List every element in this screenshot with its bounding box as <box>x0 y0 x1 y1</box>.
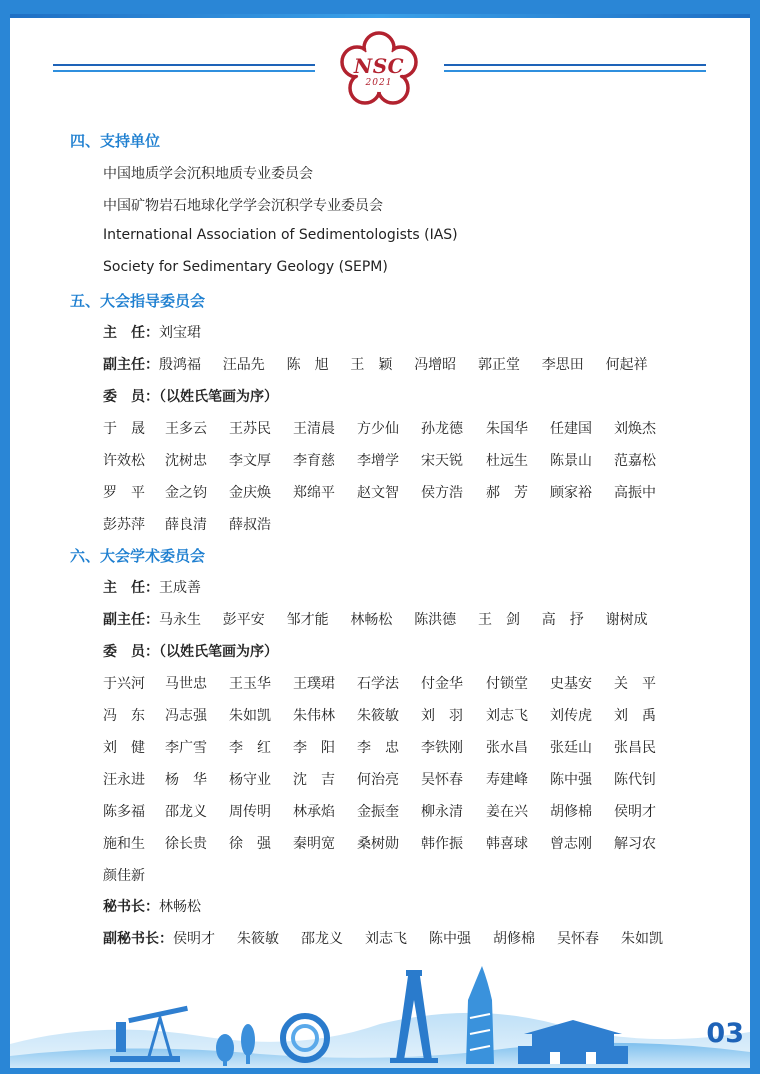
person-name: 柳永清 <box>421 804 463 820</box>
person-name: 杨 华 <box>165 772 207 788</box>
director-name: 刘宝珺 <box>159 325 201 341</box>
secretary-name: 林畅松 <box>159 899 201 915</box>
director-label: 主 任： <box>103 580 159 596</box>
person-name: 汪品先 <box>222 357 265 373</box>
person-name: 胡修棉 <box>493 931 535 947</box>
secretary-label: 秘书长： <box>103 899 159 915</box>
person-name: 寿建峰 <box>486 772 528 788</box>
person-name: 周传明 <box>229 804 271 820</box>
person-name: 朱如凯 <box>229 708 271 724</box>
vice-secretary-label: 副秘书长： <box>103 931 173 947</box>
person-name: 陈代钊 <box>614 772 656 788</box>
person-name: 陈中强 <box>550 772 592 788</box>
person-name: 范嘉松 <box>614 453 656 469</box>
person-name: 金振奎 <box>357 804 399 820</box>
person-name: 何治亮 <box>357 772 399 788</box>
person-name: 刘志飞 <box>486 708 528 724</box>
person-name: 彭平安 <box>222 612 265 628</box>
deputy-label: 副主任： <box>103 612 159 628</box>
person-name: 陈中强 <box>429 931 471 947</box>
person-name: 郭正堂 <box>478 357 520 373</box>
supporter-line: 中国矿物岩石地球化学学会沉积学专业委员会 <box>103 198 383 214</box>
director-name: 王成善 <box>159 580 201 596</box>
person-name: 李育慈 <box>293 453 335 469</box>
person-name: 彭苏萍 <box>103 517 145 533</box>
person-name: 胡修棉 <box>550 804 592 820</box>
person-name: 施和生 <box>103 836 145 852</box>
person-name: 王清晨 <box>293 421 335 437</box>
person-name: 顾家裕 <box>550 485 592 501</box>
person-name: 徐 强 <box>229 836 271 852</box>
person-name: 冯增昭 <box>414 357 457 373</box>
person-name: 邹才能 <box>286 612 329 628</box>
logo-text: NSC <box>353 54 405 78</box>
person-name: 朱国华 <box>486 421 528 437</box>
person-name: 李增学 <box>357 453 399 469</box>
members-label: 委 员：（以姓氏笔画为序） <box>103 644 278 660</box>
person-name: 郝 芳 <box>486 485 528 501</box>
person-name: 李 忠 <box>357 740 399 756</box>
person-name: 付锁堂 <box>486 676 528 692</box>
section-title-support: 四、支持单位 <box>70 132 161 150</box>
deputy-label: 副主任： <box>103 357 159 373</box>
person-name: 陈 旭 <box>286 357 329 373</box>
person-name: 于兴河 <box>103 676 145 692</box>
person-name: 谢树成 <box>605 612 648 628</box>
person-name: 张廷山 <box>550 740 592 756</box>
director-line <box>103 322 201 342</box>
supporter-line: 中国地质学会沉积地质专业委员会 <box>103 166 313 182</box>
person-name: 方少仙 <box>357 421 399 437</box>
person-name: 李思田 <box>541 357 584 373</box>
person-name: 殷鸿福 <box>159 357 201 373</box>
person-name: 史基安 <box>550 676 592 692</box>
person-name: 邵龙义 <box>301 931 343 947</box>
person-name: 曾志刚 <box>550 836 592 852</box>
person-name: 颜佳新 <box>103 868 145 884</box>
person-name: 王璞珺 <box>293 676 335 692</box>
supporter-line: Society for Sedimentary Geology (SEPM) <box>103 259 388 275</box>
members-label: 委 员：（以姓氏笔画为序） <box>103 389 278 405</box>
person-name: 侯明才 <box>614 804 656 820</box>
person-name: 赵文智 <box>357 485 399 501</box>
person-name: 郑绵平 <box>293 485 335 501</box>
person-name: 解习农 <box>614 836 656 852</box>
person-name: 马永生 <box>159 612 201 628</box>
person-name: 林畅松 <box>350 612 393 628</box>
person-name: 刘传虎 <box>550 708 592 724</box>
person-name: 朱伟林 <box>293 708 335 724</box>
person-name: 许效松 <box>103 453 145 469</box>
person-name: 桑树勋 <box>357 836 399 852</box>
person-name: 刘 羽 <box>421 708 463 724</box>
person-name: 李广雪 <box>165 740 207 756</box>
person-name: 徐长贵 <box>165 836 207 852</box>
person-name: 宋天锐 <box>421 453 463 469</box>
person-name: 陈洪德 <box>414 612 457 628</box>
supporter-line: International Association of Sedimentologists (IAS) <box>103 227 458 243</box>
person-name: 马世忠 <box>165 676 207 692</box>
person-name: 关 平 <box>614 676 656 692</box>
person-name: 沈树忠 <box>165 453 207 469</box>
section-title-steering: 五、大会指导委员会 <box>70 292 206 310</box>
person-name: 王 颖 <box>350 357 393 373</box>
person-name: 罗 平 <box>103 485 145 501</box>
person-name: 刘志飞 <box>365 931 407 947</box>
person-name: 杨守业 <box>229 772 271 788</box>
person-name: 李文厚 <box>229 453 271 469</box>
secretary-line <box>103 896 201 916</box>
person-name: 石学法 <box>357 676 399 692</box>
person-name: 冯 东 <box>103 708 145 724</box>
person-name: 侯明才 <box>173 931 215 947</box>
person-name: 王多云 <box>165 421 207 437</box>
logo-year: 2021 <box>365 78 393 88</box>
person-name: 韩喜球 <box>486 836 528 852</box>
person-name: 邵龙义 <box>165 804 207 820</box>
person-name: 朱如凯 <box>621 931 663 947</box>
person-name: 陈多福 <box>103 804 145 820</box>
person-name: 陈景山 <box>550 453 592 469</box>
person-name: 张昌民 <box>614 740 656 756</box>
header-rule-left <box>53 64 315 76</box>
person-name: 刘 健 <box>103 740 145 756</box>
person-name: 金庆焕 <box>229 485 271 501</box>
person-name: 李铁刚 <box>421 740 463 756</box>
person-name: 王玉华 <box>229 676 271 692</box>
person-name: 高振中 <box>614 485 656 501</box>
person-name: 刘焕杰 <box>614 421 656 437</box>
person-name: 秦明宽 <box>293 836 335 852</box>
city-skyline-illustration <box>10 960 750 1068</box>
twisted-skyscraper-icon <box>466 966 494 1064</box>
person-name: 姜在兴 <box>486 804 528 820</box>
header-rule-right <box>444 64 706 76</box>
person-name: 李 红 <box>229 740 271 756</box>
person-name: 李 阳 <box>293 740 335 756</box>
person-name: 刘 禹 <box>614 708 656 724</box>
person-name: 薛叔浩 <box>229 517 271 533</box>
person-name: 韩作振 <box>421 836 463 852</box>
person-name: 孙龙德 <box>421 421 463 437</box>
director-label: 主 任： <box>103 325 159 341</box>
person-name: 朱筱敏 <box>237 931 279 947</box>
person-name: 任建国 <box>550 421 592 437</box>
person-name: 沈 吉 <box>293 772 335 788</box>
person-name: 杜远生 <box>486 453 528 469</box>
person-name: 汪永进 <box>103 772 145 788</box>
page-number: 03 <box>706 1018 744 1049</box>
person-name: 薛良清 <box>165 517 207 533</box>
person-name: 金之钧 <box>165 485 207 501</box>
section-title-academic: 六、大会学术委员会 <box>70 547 206 565</box>
nsc-logo <box>339 30 419 106</box>
director-line <box>103 577 201 597</box>
person-name: 高 抒 <box>541 612 584 628</box>
person-name: 于 晟 <box>103 421 145 437</box>
person-name: 冯志强 <box>165 708 207 724</box>
person-name: 侯方浩 <box>421 485 463 501</box>
person-name: 张水昌 <box>486 740 528 756</box>
person-name: 朱筱敏 <box>357 708 399 724</box>
person-name: 付金华 <box>421 676 463 692</box>
person-name: 王苏民 <box>229 421 271 437</box>
person-name: 林承焰 <box>293 804 335 820</box>
person-name: 何起祥 <box>605 357 648 373</box>
person-name: 吴怀春 <box>557 931 599 947</box>
person-name: 王 剑 <box>478 612 520 628</box>
person-name: 吴怀春 <box>421 772 463 788</box>
